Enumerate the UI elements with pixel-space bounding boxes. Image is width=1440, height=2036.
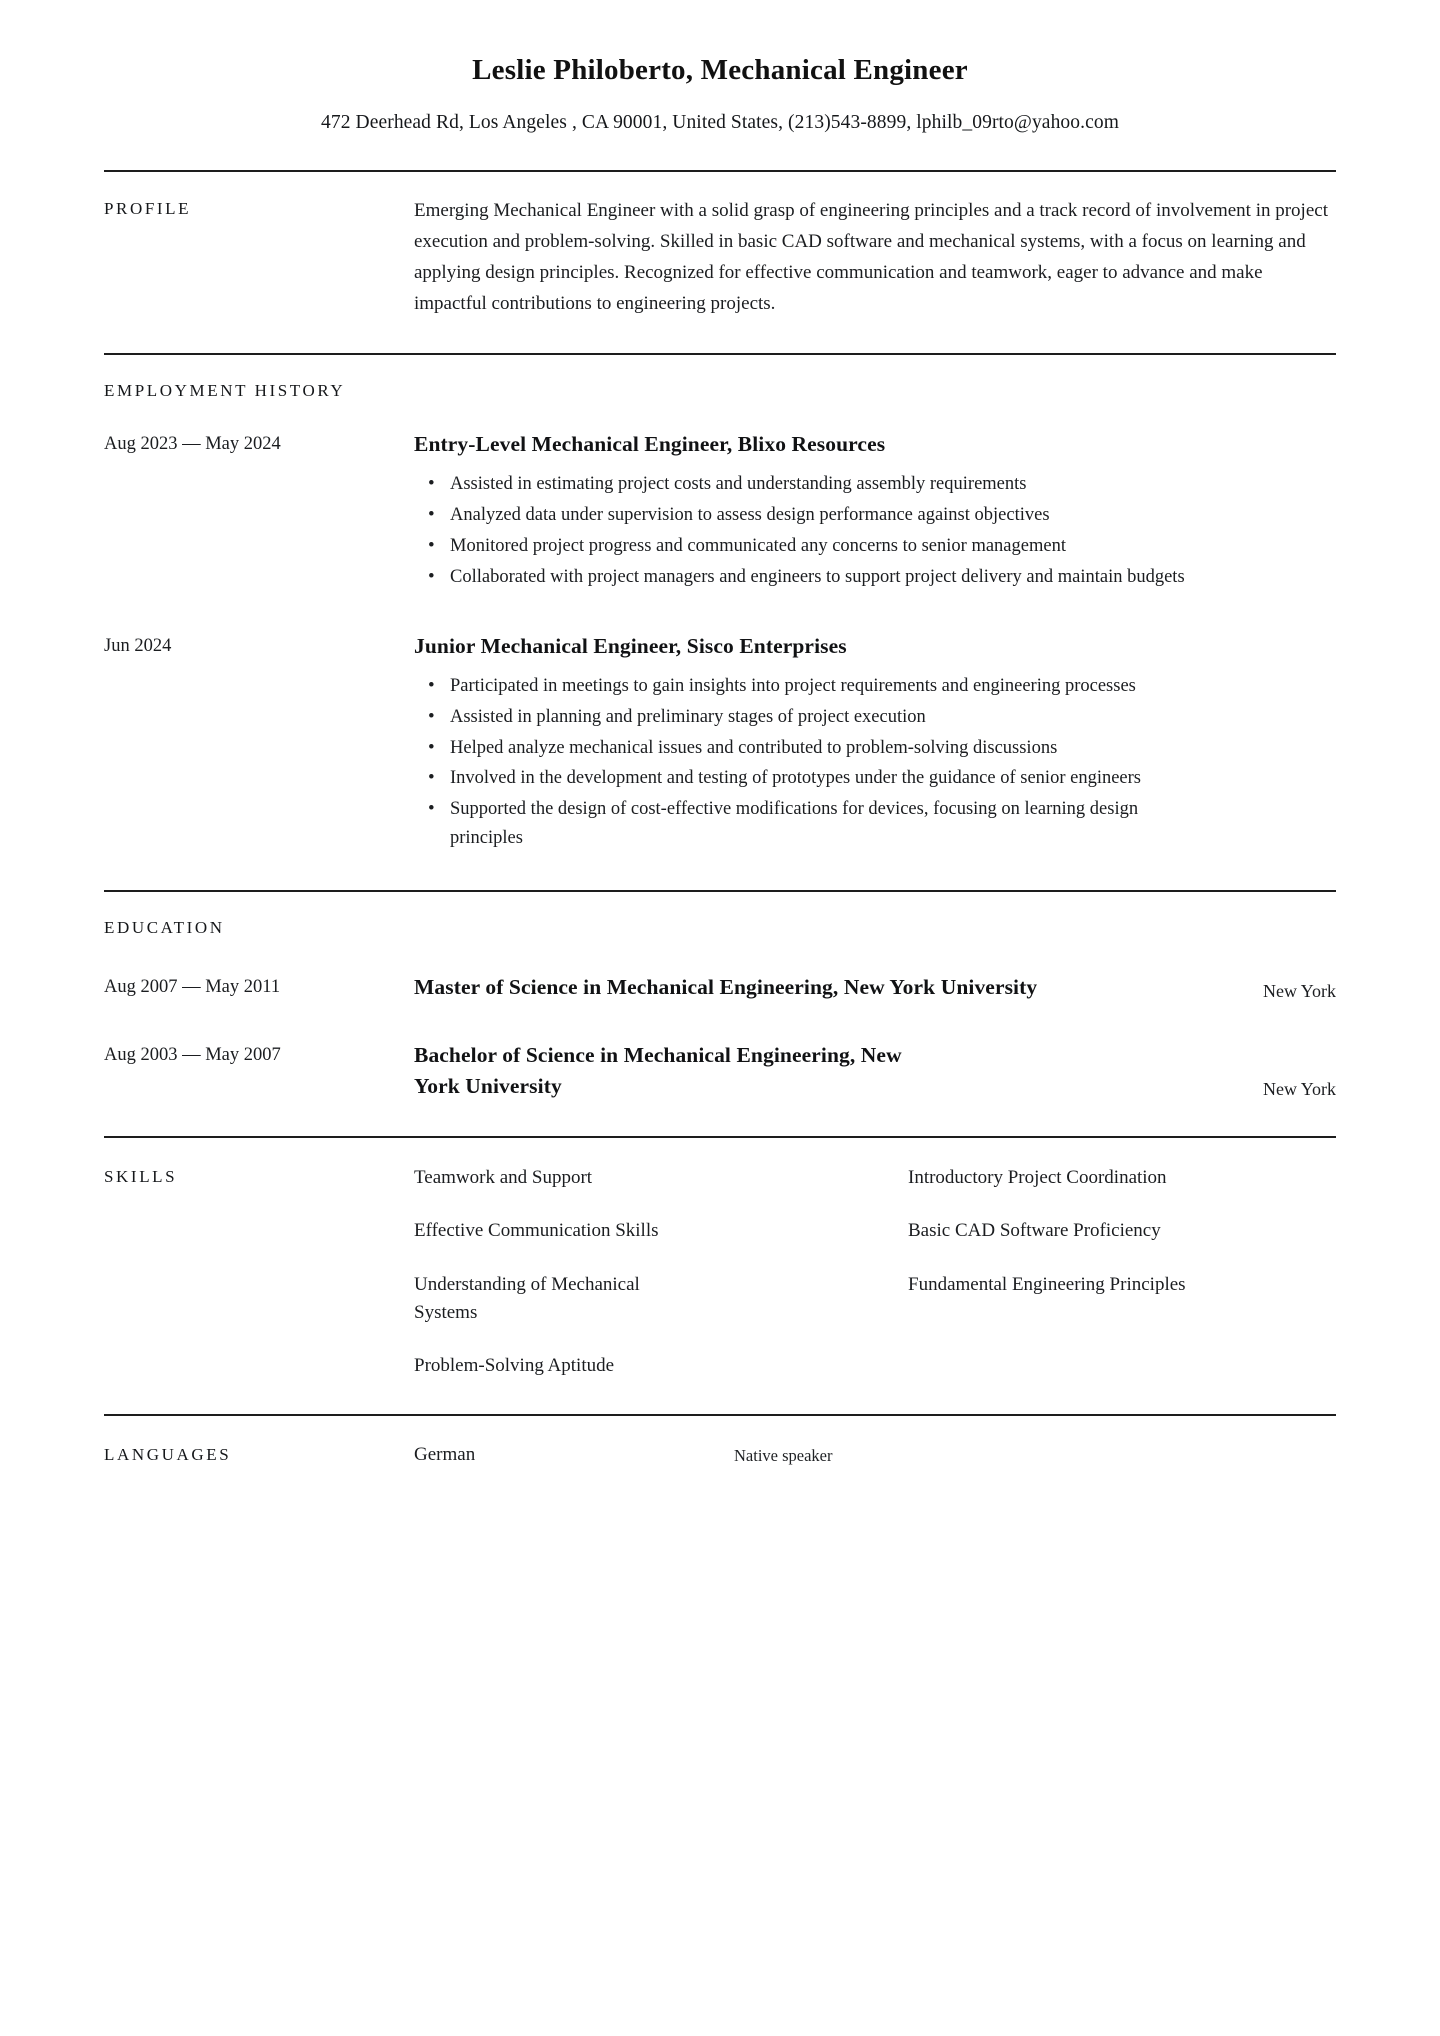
employment-entry-bullets [414, 470, 1186, 591]
list-item: • Analyzed data under supervision to assess design performance against objectives [414, 501, 1186, 530]
list-item: • Involved in the development and testing of prototypes under the guidance of senior engineers [414, 764, 1186, 793]
skill-item: Effective Communication Skills [414, 1220, 659, 1242]
education-entry [104, 1004, 1336, 1102]
page-title: Leslie Philoberto, Mechanical Engineer [472, 54, 968, 86]
employment-entry-title: Entry-Level Mechanical Engineer, Blixo Resources [414, 432, 886, 457]
section-label-education: EDUCATION [104, 918, 225, 938]
skill-item: Basic CAD Software Proficiency [908, 1220, 1161, 1242]
education-entry-title: Master of Science in Mechanical Engineering, New York University [414, 975, 1038, 1000]
section-employment [104, 355, 1336, 890]
employment-entry [104, 593, 1336, 854]
employment-entry [104, 407, 1336, 593]
section-label-profile: PROFILE [104, 199, 192, 219]
list-item: • Assisted in planning and preliminary stages of project execution [414, 703, 1186, 732]
section-label-employment: EMPLOYMENT HISTORY [104, 381, 346, 401]
list-item: • Assisted in estimating project costs and understanding assembly requirements [414, 470, 1186, 499]
list-item: • Participated in meetings to gain insights into project requirements and engineering processes [414, 672, 1186, 701]
employment-entry-location [1186, 429, 1336, 437]
skill-item: Problem-Solving Aptitude [414, 1355, 615, 1377]
section-languages [104, 1416, 1336, 1469]
profile-text: Emerging Mechanical Engineer with a solid grasp of engineering principles and a track record of involvement in project execution and problem-solving. Skilled in basic CAD software and mechanical systems, with a focus on learning and applying design principles. Recognized for effective communication and teamwork, eager to advance and make impactful contributions to engineering projects. [414, 200, 1328, 314]
language-level: Native speaker [734, 1445, 833, 1465]
employment-entry-location [1186, 631, 1336, 639]
list-item: • Collaborated with project managers and engineers to support project delivery and maintain budgets [414, 563, 1186, 592]
skills-column-right [908, 1164, 1336, 1380]
list-item: • Helped analyze mechanical issues and contributed to problem-solving discussions [414, 734, 1186, 763]
education-entry-location: New York [1262, 1078, 1336, 1099]
resume-header [104, 0, 1336, 134]
skill-item: Teamwork and Support [414, 1166, 593, 1188]
section-head-row-employment [104, 355, 1336, 407]
education-entry [104, 944, 1336, 1003]
education-entry-title: Bachelor of Science in Mechanical Engineering, New York University [414, 1042, 902, 1098]
education-entry-main [414, 972, 1186, 1003]
employment-entry-main [414, 429, 1186, 593]
education-entry-date: Aug 2007 — May 2011 [104, 977, 281, 998]
section-label-skills: SKILLS [104, 1166, 178, 1186]
education-entry-date: Aug 2003 — May 2007 [104, 1044, 281, 1065]
employment-entry-date: Jun 2024 [104, 636, 172, 657]
education-entry-location: New York [1262, 980, 1336, 1001]
skill-item: Understanding of Mechanical Systems [414, 1273, 640, 1323]
skills-columns [414, 1164, 1336, 1380]
profile-body [414, 172, 1336, 319]
skills-column-left [414, 1164, 842, 1380]
employment-entry-date: Aug 2023 — May 2024 [104, 434, 281, 455]
section-head-row-education [104, 892, 1336, 944]
section-label-languages: LANGUAGES [104, 1444, 232, 1464]
skill-item: Introductory Project Coordination [908, 1166, 1167, 1188]
employment-entry-title: Junior Mechanical Engineer, Sisco Enterprises [414, 634, 847, 659]
section-skills [104, 1138, 1336, 1414]
language-name: German [414, 1443, 476, 1465]
employment-entry-main [414, 631, 1186, 854]
contact-line: 472 Deerhead Rd, Los Angeles , CA 90001, United States, (213)543-8899, lphilb_09rto@yahoo.com [321, 112, 1119, 134]
section-profile [104, 172, 1336, 353]
employment-entry-bullets [414, 672, 1186, 852]
skill-item: Fundamental Engineering Principles [908, 1273, 1186, 1295]
education-entry-main [414, 1040, 934, 1102]
section-education [104, 892, 1336, 1136]
list-item: • Supported the design of cost-effective modifications for devices, focusing on learning design principles [414, 795, 1186, 852]
list-item: • Monitored project progress and communicated any concerns to senior management [414, 532, 1186, 561]
